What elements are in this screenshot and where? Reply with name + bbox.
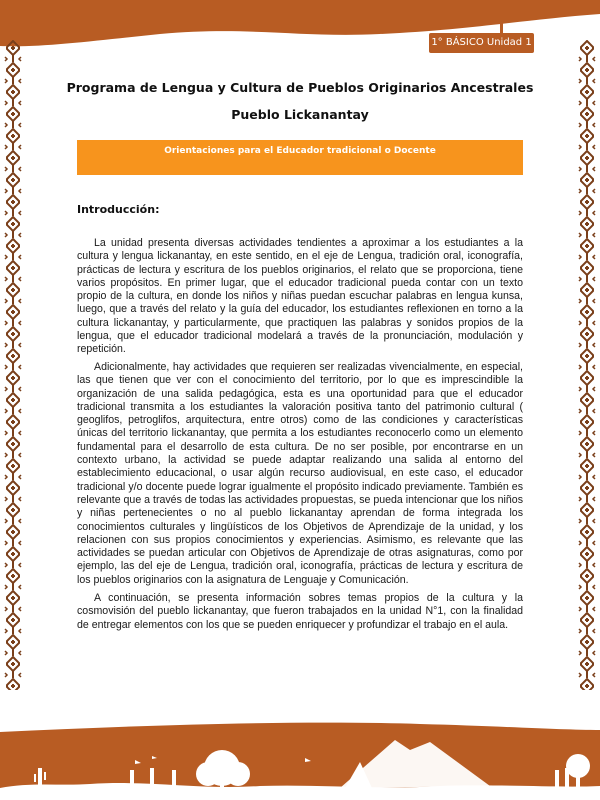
section-banner (77, 140, 523, 175)
right-pattern-border-icon (578, 40, 596, 690)
banner-text: Orientaciones para el Educador tradicional o Docente (164, 146, 436, 156)
left-pattern-border-icon (4, 40, 22, 690)
section-heading: Introducción: (77, 203, 160, 216)
landscape-footer-illustration (0, 690, 600, 800)
page-title: Programa de Lengua y Cultura de Pueblos Originarios Ancestrales (66, 80, 534, 95)
paragraph: La unidad presenta diversas actividades tendientes a aproximar a los estudiantes a la cultura y lengua lickanantay, en este sentido, en el eje de Lengua, tradición oral, iconografía, prácticas de lectura y escritura de los pueblos originarios, el relato que se proporciona, tiene varios propósitos. En primer lugar, que el educador tradicional pueda contar con un texto propio de la cultura, en donde los niños y niñas puedan escuchar palabras en lengua kunsa, luego, que a través del relato y la guía del educador, los estudiantes reflexionen en torno a la cultura lickanantay, y particularmente, que practiquen las palabras y sonidos propios de la lengua, que el educador tradicional modelará a través de la pronunciación, modulación y repetición. (77, 237, 523, 356)
paragraph: A continuación, se presenta información sobres temas propios de la cultura y la cosmovisión del pueblo lickanantay, que fueron trabajados en la unidad N°1, con la finalidad de entregar elementos con los que se pueden enriquecer y profundizar el trabajo en el aula. (77, 592, 523, 631)
paragraph: Adicionalmente, hay actividades que requieren ser realizadas vivencialmente, en especial, las que tienen que ver con el conocimiento del territorio, por lo que es imprescindible la organización de una salida pedagógica, esta es una oportunidad para que el educador tradicional transmita a los estudiantes la valoración positiva tanto del patrimonio cultural ( geoglifos, petroglifos, arquitectura, entre otros) como de las condiciones y características únicas del territorio lickanantay, que permita a los estudiantes reconocerlo como un elemento fundamental para el desarrollo de esta cultura. De no ser posible, por encontrarse en un contexto urbano, la actividad se puede adaptar realizando una salida al entorno del establecimiento educacional, o usar algún recurso audiovisual, en este caso, el educador tradicional y/o docente puede lograr igualmente el propósito indicado previamente. También es relevante que a través de todas las actividades propuestas, se pueda intencionar que los niños y niñas pertenecientes o no al pueblo lickanantay aprendan de forma integrada los conocimientos culturales y lingüísticos de los Objetivos de Aprendizaje de la unidad, y los relacionen con sus propios conocimientos y experiencias. Asimismo, es relevante que las actividades se puedan articular con Objetivos de Aprendizaje de otras asignaturas, como por ejemplo, las del eje de Lengua, tradición oral, iconografía, prácticas de lectura y escritura de los pueblos originarios con la asignatura de Lenguaje y Comunicación. (77, 361, 523, 586)
page-subtitle: Pueblo Lickanantay (231, 107, 369, 122)
unit-tag: 1° BÁSICO Unidad 1 (429, 33, 534, 53)
